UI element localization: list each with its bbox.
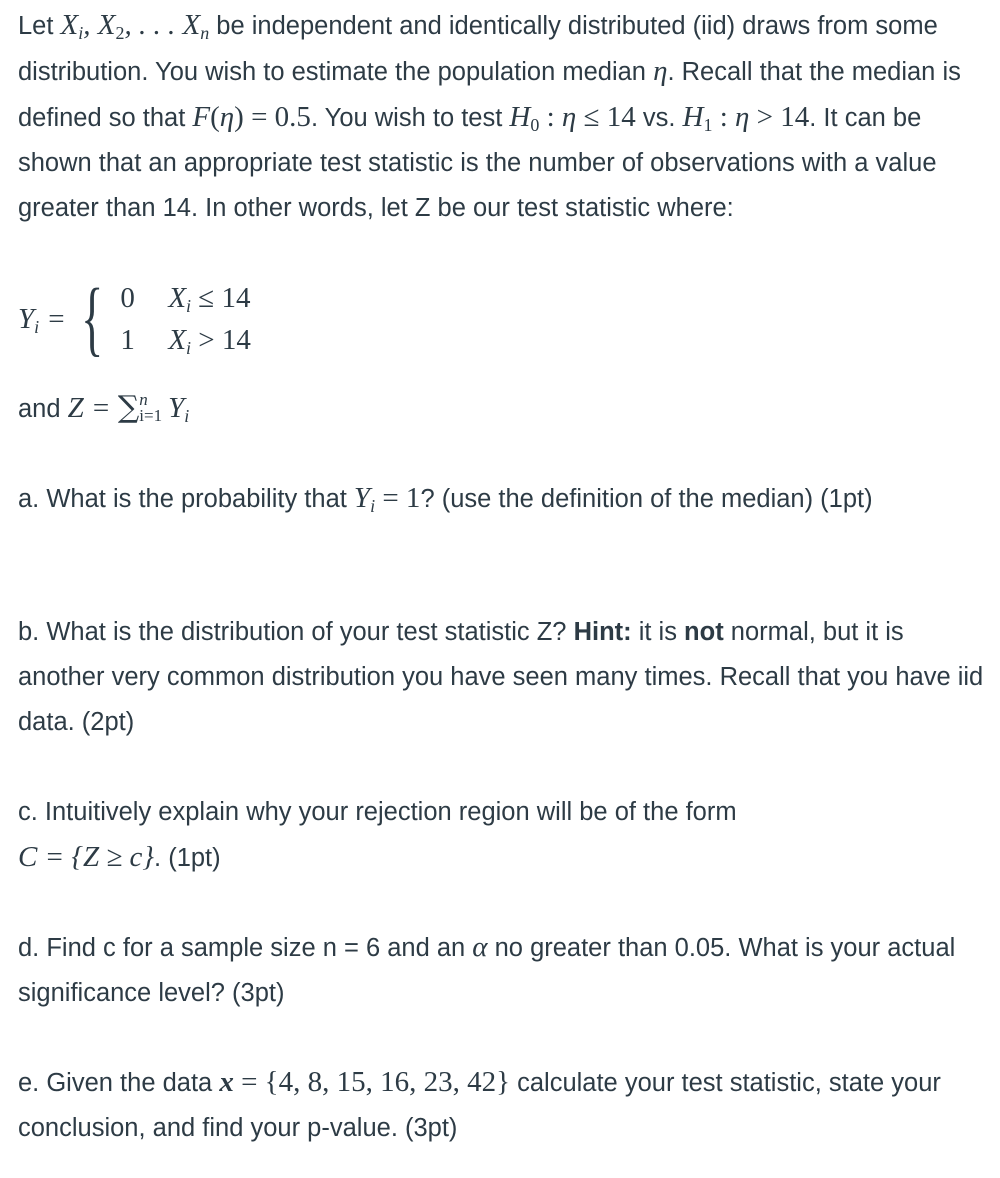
sum-definition: and Z = ∑ n i=1 $Y_i$ (18, 390, 190, 426)
math-alpha: α (472, 931, 488, 963)
question-b: b. What is the distribution of your test statistic Z? Hint: it is not normal, but it is another very common distribution you have seen many times. Recall that you have iid data. (2pt) (18, 618, 984, 736)
intro-paragraph (18, 3, 993, 231)
brace-symbol: { (81, 272, 104, 365)
math-y-term: $Y_i$ (168, 392, 190, 426)
math-yi-equals-one: $Y_i = 1$ (353, 482, 421, 516)
math-x-sequence: $X_i$, $X_2$, . . . $X_n$ (60, 9, 210, 43)
question-c: c. Intuitively explain why your rejection region will be of the form C = {Z ≥ c}. (1pt) (18, 798, 737, 873)
hint-label: Hint: (573, 618, 632, 646)
case-rows (120, 277, 251, 361)
question-d: d. Find c for a sample size n = 6 and an α no greater than 0.05. What is your actual significance level? (3pt) (18, 931, 956, 1007)
not-emphasis: not (684, 618, 724, 646)
math-null-hypothesis: $H_0$ : η ≤ 14 (509, 101, 636, 135)
piecewise-lhs: $Y_i$ = (18, 302, 66, 337)
math-eta: η (653, 55, 668, 87)
math-rejection-region: C = {Z ≥ c} (18, 841, 155, 873)
intro-text: . Recall that the median is defined so that (18, 58, 961, 132)
math-data-vector: x (219, 1066, 234, 1098)
case-row-one: 1 $X_i > 14$ (120, 324, 251, 358)
sum-symbol: ∑ (117, 390, 140, 425)
question-e: e. Given the data x = {4, 8, 15, 16, 23, 42} calculate your test statistic, state your conclusion, and find your p-value. (3pt) (18, 1066, 941, 1142)
intro-text: . You wish to test (310, 104, 510, 132)
math-cdf-condition: F(η) = 0.5 (192, 101, 311, 133)
sum-limits: n i=1 (139, 390, 163, 426)
math-alt-hypothesis: $H_1$ : η > 14 (682, 101, 810, 135)
intro-text: vs. (635, 104, 683, 132)
intro-text: Let (18, 12, 61, 40)
question-a: a. What is the probability that $Y_i = 1$? (use the definition of the median) (1pt) (18, 482, 873, 516)
math-z-lhs: Z = (67, 392, 118, 424)
piecewise-definition (18, 272, 251, 365)
case-row-zero: 0 $X_i \le 14$ (120, 282, 251, 316)
intro-text: . It can be shown that an appropriate test statistic is the number of observations with a value greater than 14. In other words, let Z be our test statistic where: (18, 104, 937, 222)
math-data-set: {4, 8, 15, 16, 23, 42} (264, 1066, 511, 1098)
intro-text: be independent and identically distributed (iid) draws from some distribution. You wish to estimate the population median (18, 12, 938, 86)
